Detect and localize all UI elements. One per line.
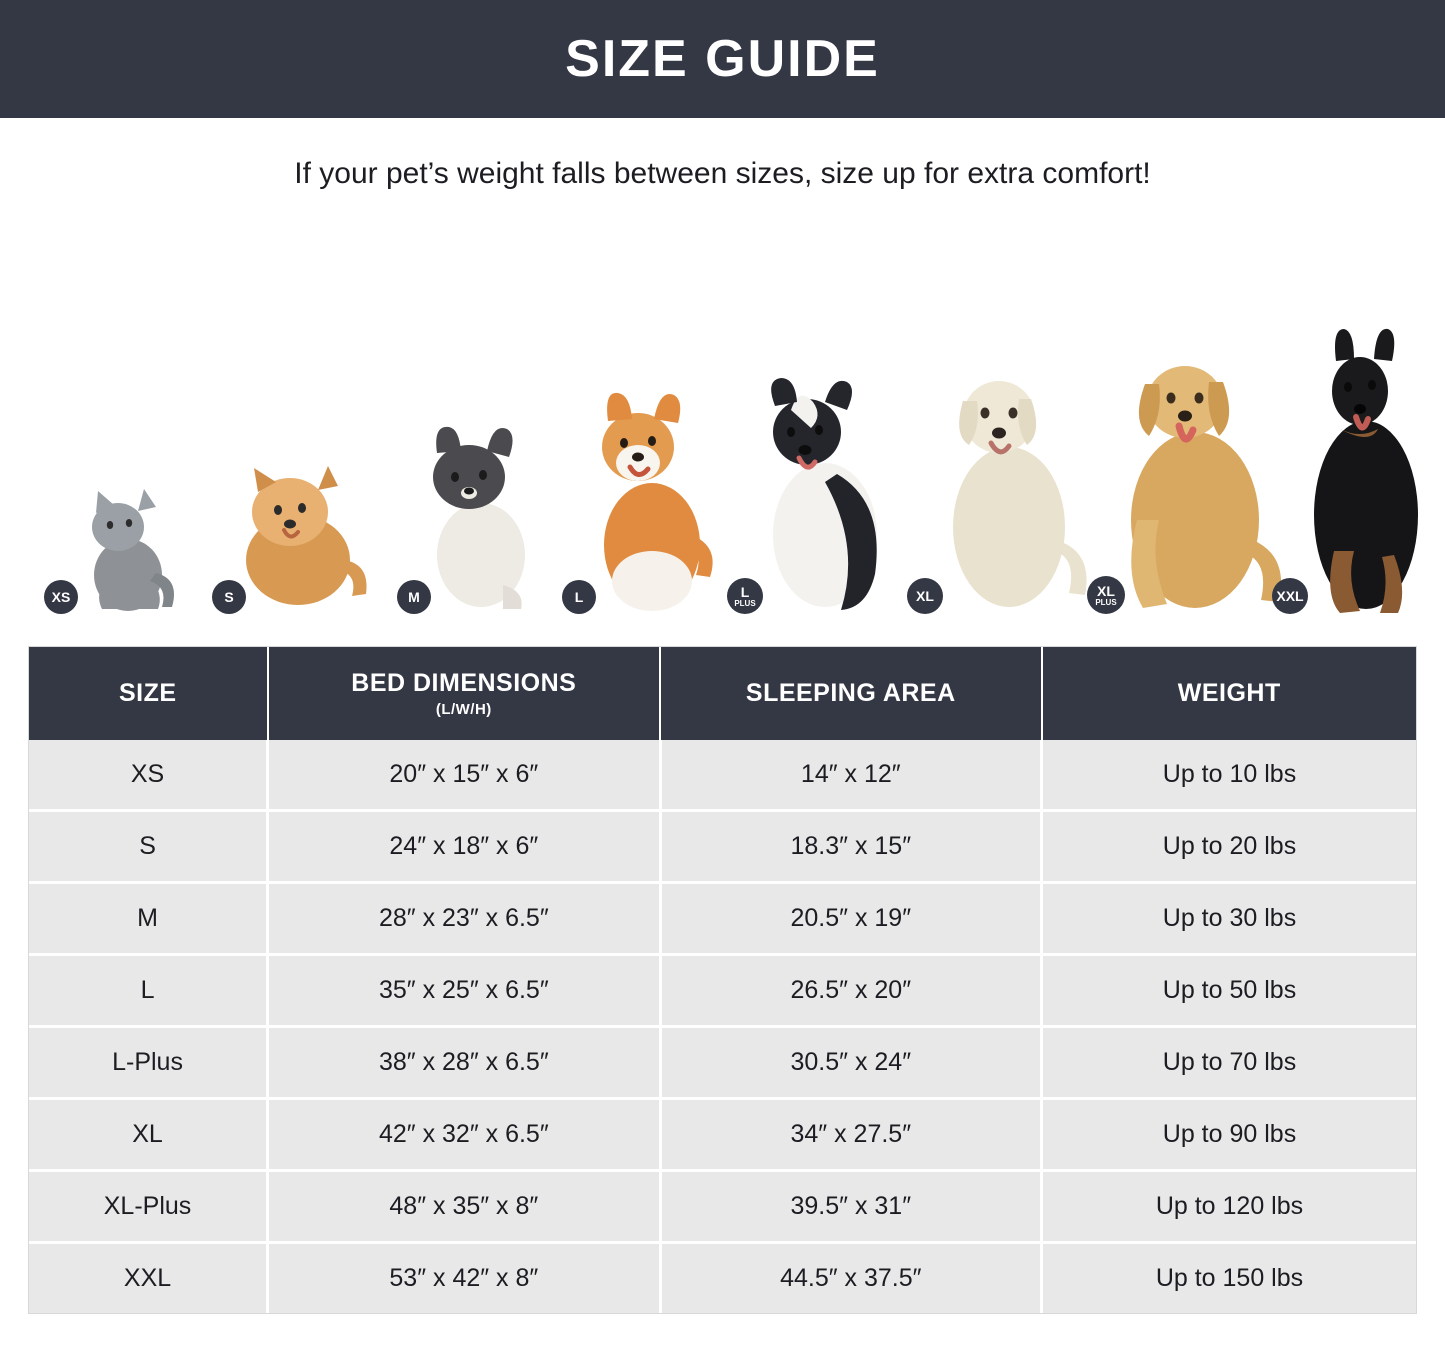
french-bulldog-illustration	[403, 415, 553, 620]
table-row	[29, 1099, 1416, 1171]
cell-size: M	[29, 883, 268, 955]
cell-bed-dimensions: 48″ x 35″ x 8″	[268, 1171, 661, 1243]
cell-weight: Up to 10 lbs	[1042, 740, 1417, 811]
subtitle-section	[0, 118, 1445, 230]
table-row	[29, 740, 1416, 811]
column-header-bed-dimensions	[268, 647, 661, 740]
pet-item-l-plus	[733, 370, 913, 620]
table-row	[29, 811, 1416, 883]
cell-weight: Up to 50 lbs	[1042, 955, 1417, 1027]
table-row	[29, 1171, 1416, 1243]
cell-weight: Up to 70 lbs	[1042, 1027, 1417, 1099]
cell-size: L	[29, 955, 268, 1027]
size-chart-table	[29, 647, 1416, 1313]
header-banner	[0, 0, 1445, 118]
size-badge-label: XS	[51, 589, 71, 605]
size-badge-sublabel: PLUS	[734, 598, 756, 608]
golden-retriever-icon	[1093, 340, 1293, 615]
size-badge-xl	[907, 578, 943, 614]
column-header-label: SIZE	[118, 679, 177, 707]
pomeranian-illustration	[218, 440, 378, 620]
cell-bed-dimensions: 28″ x 23″ x 6.5″	[268, 883, 661, 955]
cell-bed-dimensions: 53″ x 42″ x 8″	[268, 1243, 661, 1314]
pet-size-illustrations	[28, 230, 1417, 620]
labrador-icon	[913, 355, 1103, 615]
pet-item-s	[218, 440, 378, 620]
cell-weight: Up to 120 lbs	[1042, 1171, 1417, 1243]
page-title: SIZE GUIDE	[565, 30, 880, 88]
size-badge-xs	[44, 580, 78, 614]
cell-size: XL	[29, 1099, 268, 1171]
cell-sleeping-area: 18.3″ x 15″	[660, 811, 1041, 883]
pet-item-xl	[913, 355, 1103, 620]
cell-sleeping-area: 34″ x 27.5″	[660, 1099, 1041, 1171]
column-header-size	[29, 647, 268, 740]
border-collie-illustration	[733, 370, 913, 620]
cell-sleeping-area: 14″ x 12″	[660, 740, 1041, 811]
cell-size: XS	[29, 740, 268, 811]
size-badge-label: S	[224, 589, 234, 605]
table-row	[29, 1027, 1416, 1099]
cell-size: S	[29, 811, 268, 883]
cell-weight: Up to 150 lbs	[1042, 1243, 1417, 1314]
size-badge-l	[562, 580, 596, 614]
cell-bed-dimensions: 42″ x 32″ x 6.5″	[268, 1099, 661, 1171]
cell-bed-dimensions: 38″ x 28″ x 6.5″	[268, 1027, 661, 1099]
cell-bed-dimensions: 24″ x 18″ x 6″	[268, 811, 661, 883]
cell-weight: Up to 30 lbs	[1042, 883, 1417, 955]
size-badge-m	[397, 580, 431, 614]
doberman-illustration	[1278, 325, 1445, 620]
table-body	[29, 740, 1416, 1313]
border-collie-icon	[733, 370, 913, 615]
column-header-sublabel: (L/W/H)	[435, 701, 492, 718]
column-header-weight	[1042, 647, 1417, 740]
column-header-label: BED DIMENSIONS	[351, 669, 577, 697]
shiba-inu-icon	[568, 385, 738, 615]
size-badge-label: L	[740, 583, 750, 600]
pet-item-l	[568, 385, 738, 620]
column-header-sleeping-area	[660, 647, 1041, 740]
size-badge-label: L	[574, 589, 584, 605]
cell-size: L-Plus	[29, 1027, 268, 1099]
cell-sleeping-area: 26.5″ x 20″	[660, 955, 1041, 1027]
cell-size: XXL	[29, 1243, 268, 1314]
size-badge-label: XL	[916, 588, 934, 604]
cell-sleeping-area: 44.5″ x 37.5″	[660, 1243, 1041, 1314]
cell-sleeping-area: 30.5″ x 24″	[660, 1027, 1041, 1099]
golden-retriever-illustration	[1093, 340, 1293, 620]
size-badge-xxl	[1272, 578, 1308, 614]
pet-item-xl-plus	[1093, 340, 1293, 620]
cat-illustration	[50, 455, 190, 620]
size-badge-label: XL	[1097, 582, 1115, 599]
cell-weight: Up to 20 lbs	[1042, 811, 1417, 883]
cell-sleeping-area: 39.5″ x 31″	[660, 1171, 1041, 1243]
size-badge-label: M	[408, 589, 420, 605]
cell-weight: Up to 90 lbs	[1042, 1099, 1417, 1171]
size-badge-s	[212, 580, 246, 614]
subtitle-text: If your pet’s weight falls between sizes, size up for extra comfort!	[294, 157, 1151, 190]
column-header-label: WEIGHT	[1177, 679, 1281, 707]
size-badge-xl-plus	[1087, 576, 1125, 614]
pet-item-xs	[50, 455, 190, 620]
table-header-row	[29, 647, 1416, 740]
cell-sleeping-area: 20.5″ x 19″	[660, 883, 1041, 955]
size-badge-l-plus	[727, 578, 763, 614]
column-header-label: SLEEPING AREA	[745, 679, 956, 707]
cell-bed-dimensions: 35″ x 25″ x 6.5″	[268, 955, 661, 1027]
pet-item-m	[403, 415, 553, 620]
cell-bed-dimensions: 20″ x 15″ x 6″	[268, 740, 661, 811]
size-chart-table-wrapper	[28, 646, 1417, 1314]
size-badge-sublabel: PLUS	[1095, 597, 1117, 607]
table-row	[29, 883, 1416, 955]
table-row	[29, 1243, 1416, 1314]
labrador-illustration	[913, 355, 1103, 620]
table-header	[29, 647, 1416, 740]
doberman-icon	[1278, 325, 1445, 615]
table-row	[29, 955, 1416, 1027]
pet-item-xxl	[1278, 325, 1445, 620]
cell-size: XL-Plus	[29, 1171, 268, 1243]
shiba-inu-illustration	[568, 385, 738, 620]
size-badge-label: XXL	[1276, 588, 1304, 604]
